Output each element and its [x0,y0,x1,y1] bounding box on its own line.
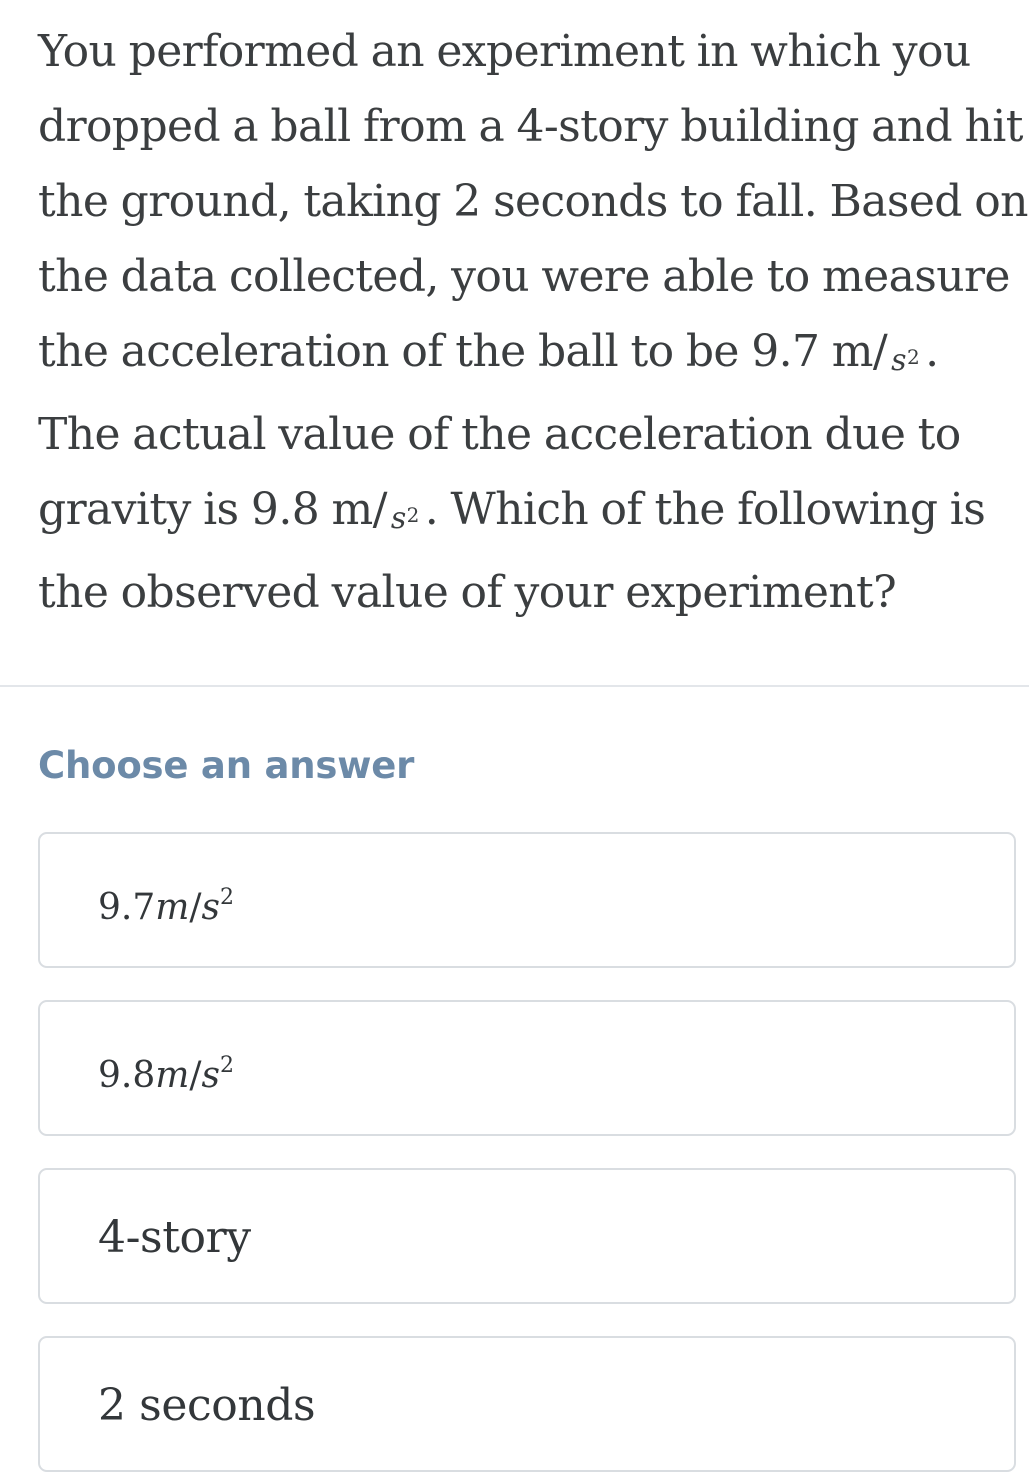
question-line: the observed value of your experiment? [38,567,897,618]
question-text [38,14,1028,630]
question-line-text: gravity is 9.8 m/ [38,484,387,535]
unit-math [891,343,919,378]
question-line: the data collected, you were able to measure [38,251,1010,302]
question-line: the ground, taking 2 seconds to fall. Based on [38,176,1028,227]
answer-choice-a[interactable] [38,832,1016,968]
unit-exponent: 2 [906,345,920,369]
unit-base: s [390,501,406,536]
answer-choice-label: 4-story [98,1212,251,1263]
unit-base: s [891,343,906,378]
answer-choice-d[interactable] [38,1336,1016,1472]
question-line [38,472,1013,555]
answer-choice-label: 2 seconds [98,1380,316,1431]
question-line [38,314,1013,397]
question-line: The actual value of the acceleration due to [38,409,961,460]
unit-exponent: 2 [406,503,419,527]
question-line-tail: . Which of the following is [424,484,986,535]
answer-choice-c[interactable] [38,1168,1016,1304]
answer-choice-label: $9.8m/s^2$ [98,1053,235,1096]
answer-choice-label: $9.7m/s^2$ [98,885,235,928]
answer-choice-b[interactable] [38,1000,1016,1136]
question-line-tail: . [925,326,939,377]
question-line-text: the acceleration of the ball to be 9.7 m/ [38,326,888,377]
question-line: dropped a ball from a 4-story building and hit [38,101,1023,152]
choose-answer-heading: Choose an answer [38,744,415,787]
unit-math [391,501,419,536]
section-divider [0,685,1029,687]
question-line: You performed an experiment in which you [38,26,971,77]
